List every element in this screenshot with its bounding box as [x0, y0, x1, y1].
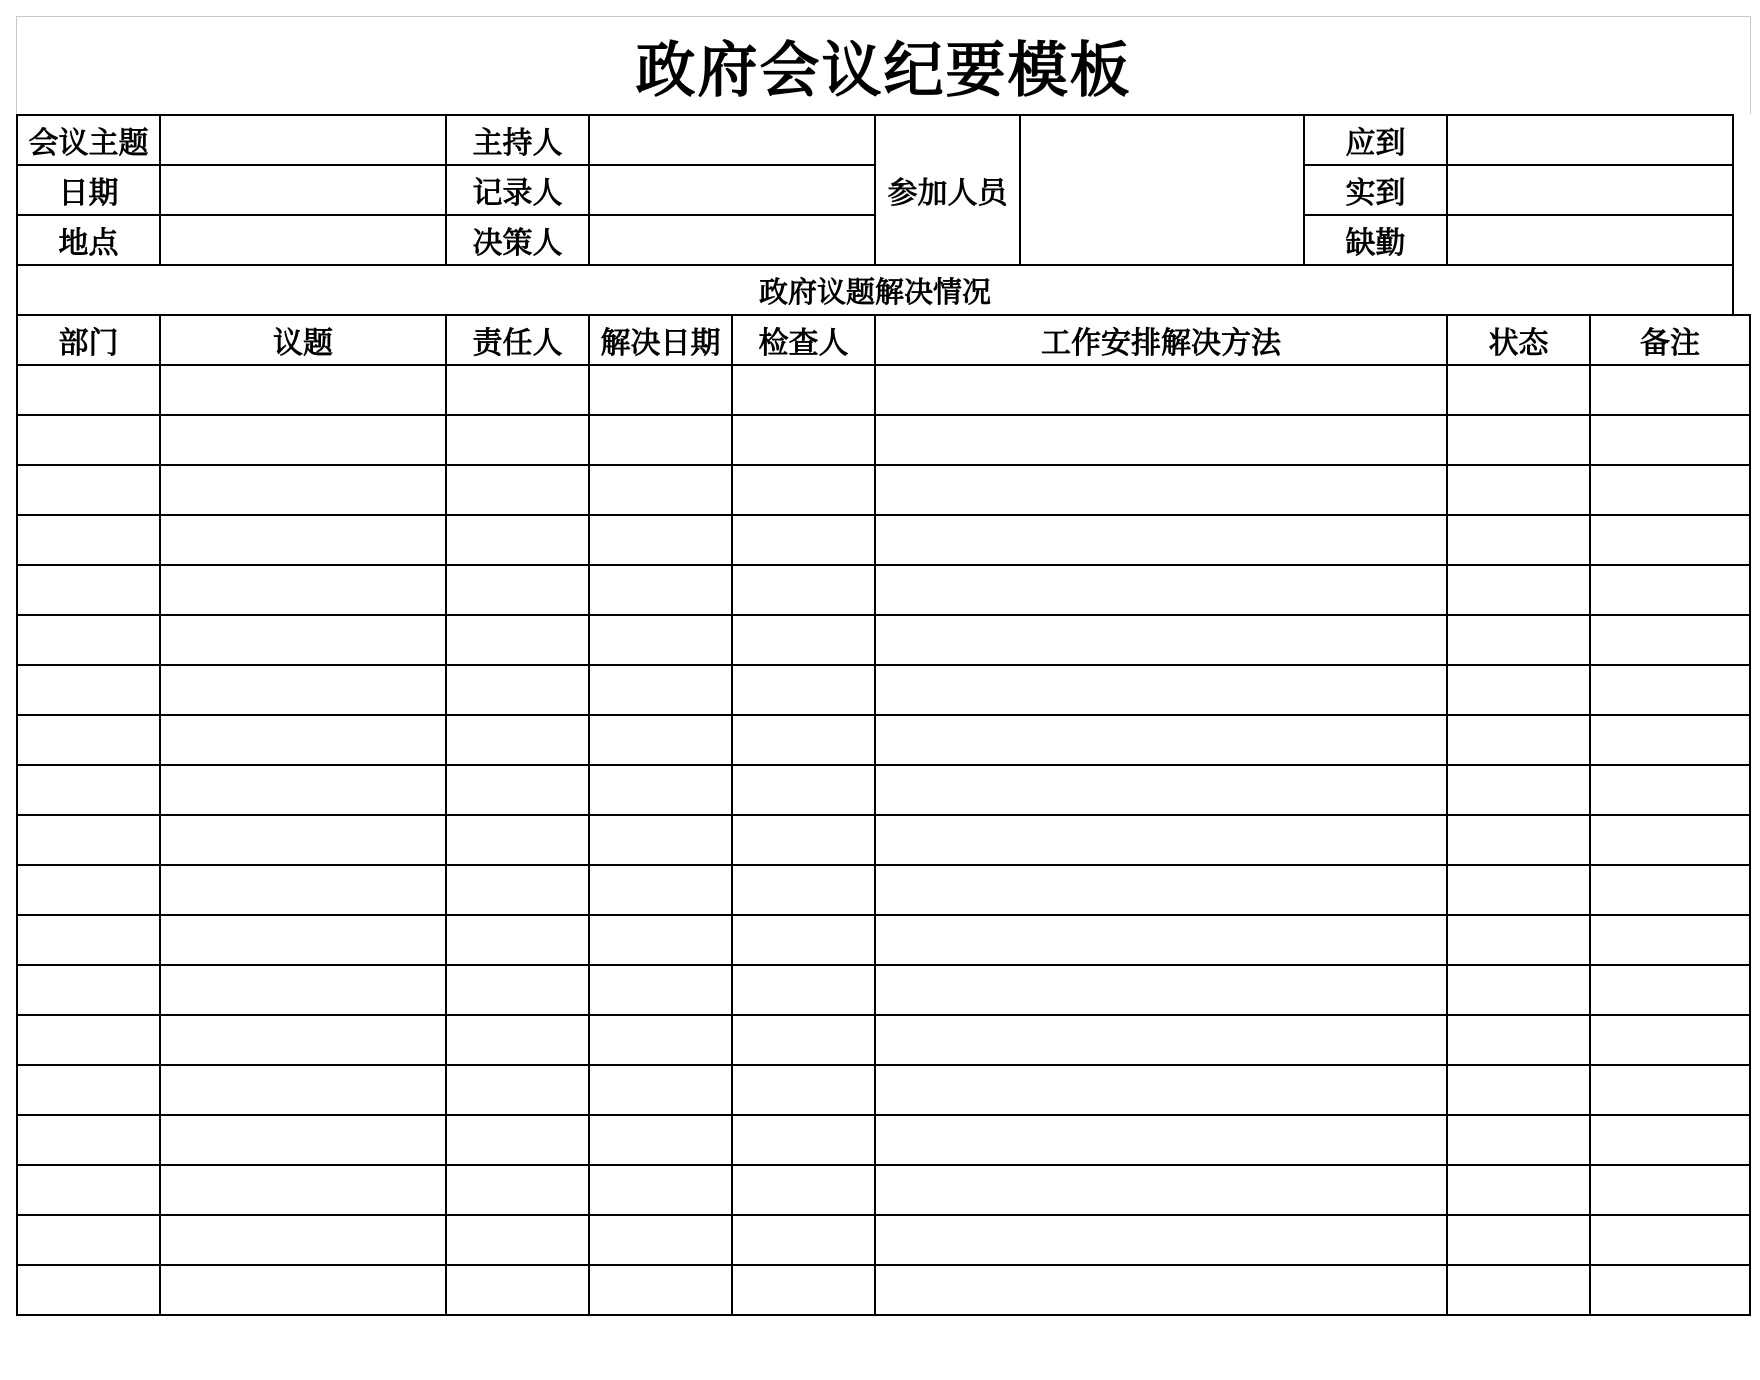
owner-cell[interactable] [446, 1015, 589, 1065]
topic-label: 会议主题 [17, 115, 160, 165]
dept-cell[interactable] [17, 915, 160, 965]
dept-cell[interactable] [17, 665, 160, 715]
resolve-date-cell[interactable] [589, 615, 732, 665]
column-header: 解决日期 [589, 315, 732, 365]
owner-cell[interactable] [446, 415, 589, 465]
resolve-date-cell[interactable] [589, 665, 732, 715]
resolve-date-cell[interactable] [589, 915, 732, 965]
column-header: 责任人 [446, 315, 589, 365]
topic-cell[interactable] [160, 1065, 446, 1115]
dept-cell[interactable] [17, 1015, 160, 1065]
dept-cell[interactable] [17, 365, 160, 415]
topic-cell[interactable] [160, 765, 446, 815]
actual-value[interactable] [1447, 165, 1733, 215]
table-row [17, 565, 1750, 615]
expected-label: 应到 [1304, 115, 1447, 165]
topic-cell[interactable] [160, 365, 446, 415]
checker-cell[interactable] [732, 765, 875, 815]
table-row [17, 915, 1750, 965]
method-cell[interactable] [875, 865, 1447, 915]
table-row [17, 715, 1750, 765]
status-cell[interactable] [1447, 915, 1590, 965]
remark-cell[interactable] [1590, 515, 1750, 565]
resolve-date-cell[interactable] [589, 815, 732, 865]
column-header: 状态 [1447, 315, 1590, 365]
title-bar [16, 16, 1751, 114]
resolve-date-cell[interactable] [589, 415, 732, 465]
method-cell[interactable] [875, 765, 1447, 815]
checker-cell[interactable] [732, 565, 875, 615]
place-value[interactable] [160, 215, 446, 265]
status-cell[interactable] [1447, 1265, 1590, 1315]
dept-cell[interactable] [17, 815, 160, 865]
table-row [17, 1265, 1750, 1315]
dept-cell[interactable] [17, 765, 160, 815]
participants-cell[interactable] [875, 115, 1304, 265]
remark-cell[interactable] [1590, 1265, 1750, 1315]
owner-cell[interactable] [446, 665, 589, 715]
status-cell[interactable] [1447, 465, 1590, 515]
remark-cell[interactable] [1590, 915, 1750, 965]
absent-label: 缺勤 [1304, 215, 1447, 265]
minutes-table [16, 114, 1751, 1316]
topic-cell[interactable] [160, 1215, 446, 1265]
absent-value[interactable] [1447, 215, 1733, 265]
owner-cell[interactable] [446, 1165, 589, 1215]
column-header: 议题 [160, 315, 446, 365]
dept-cell[interactable] [17, 565, 160, 615]
column-header: 工作安排解决方法 [875, 315, 1447, 365]
topic-cell[interactable] [160, 415, 446, 465]
checker-cell[interactable] [732, 665, 875, 715]
topic-cell[interactable] [160, 1115, 446, 1165]
status-cell[interactable] [1447, 1165, 1590, 1215]
topic-cell[interactable] [160, 915, 446, 965]
dept-cell[interactable] [17, 515, 160, 565]
table-row [17, 865, 1750, 915]
remark-cell[interactable] [1590, 365, 1750, 415]
checker-cell[interactable] [732, 1265, 875, 1315]
owner-cell[interactable] [446, 1065, 589, 1115]
checker-cell[interactable] [732, 1115, 875, 1165]
dept-cell[interactable] [17, 1165, 160, 1215]
remark-cell[interactable] [1590, 865, 1750, 915]
owner-cell[interactable] [446, 1115, 589, 1165]
topic-cell[interactable] [160, 715, 446, 765]
table-row [17, 1015, 1750, 1065]
status-cell[interactable] [1447, 665, 1590, 715]
status-cell[interactable] [1447, 765, 1590, 815]
dept-cell[interactable] [17, 1265, 160, 1315]
dept-cell[interactable] [17, 465, 160, 515]
owner-cell[interactable] [446, 515, 589, 565]
checker-cell[interactable] [732, 365, 875, 415]
method-cell[interactable] [875, 615, 1447, 665]
resolve-date-cell[interactable] [589, 1015, 732, 1065]
section-row [17, 265, 1750, 315]
status-cell[interactable] [1447, 415, 1590, 465]
participants-label: 参加人员 [876, 116, 1021, 264]
resolve-date-cell[interactable] [589, 1165, 732, 1215]
status-cell[interactable] [1447, 365, 1590, 415]
remark-cell[interactable] [1590, 1015, 1750, 1065]
table-row [17, 1215, 1750, 1265]
remark-cell[interactable] [1590, 565, 1750, 615]
table-row [17, 1065, 1750, 1115]
resolve-date-cell[interactable] [589, 365, 732, 415]
resolve-date-cell[interactable] [589, 865, 732, 915]
method-cell[interactable] [875, 815, 1447, 865]
method-cell[interactable] [875, 1165, 1447, 1215]
dept-cell[interactable] [17, 1215, 160, 1265]
remark-cell[interactable] [1590, 1215, 1750, 1265]
status-cell[interactable] [1447, 615, 1590, 665]
status-cell[interactable] [1447, 565, 1590, 615]
status-cell[interactable] [1447, 1065, 1590, 1115]
topic-value[interactable] [160, 115, 446, 165]
remark-cell[interactable] [1590, 1115, 1750, 1165]
info-row-1 [17, 115, 1750, 165]
remark-cell[interactable] [1590, 1065, 1750, 1115]
checker-cell[interactable] [732, 515, 875, 565]
method-cell[interactable] [875, 515, 1447, 565]
resolve-date-cell[interactable] [589, 765, 732, 815]
method-cell[interactable] [875, 1265, 1447, 1315]
remark-cell[interactable] [1590, 765, 1750, 815]
remark-cell[interactable] [1590, 1165, 1750, 1215]
owner-cell[interactable] [446, 765, 589, 815]
section-title: 政府议题解决情况 [17, 265, 1733, 315]
topic-cell[interactable] [160, 665, 446, 715]
topic-cell[interactable] [160, 465, 446, 515]
owner-cell[interactable] [446, 865, 589, 915]
remark-cell[interactable] [1590, 615, 1750, 665]
owner-cell[interactable] [446, 915, 589, 965]
remark-cell[interactable] [1590, 415, 1750, 465]
page-title: 政府会议纪要模板 [635, 35, 1132, 106]
table-row [17, 765, 1750, 815]
place-label: 地点 [17, 215, 160, 265]
checker-cell[interactable] [732, 465, 875, 515]
resolve-date-cell[interactable] [589, 715, 732, 765]
checker-cell[interactable] [732, 715, 875, 765]
table-row [17, 515, 1750, 565]
table-row [17, 665, 1750, 715]
method-cell[interactable] [875, 915, 1447, 965]
table-row [17, 415, 1750, 465]
table-row [17, 615, 1750, 665]
resolve-date-cell[interactable] [589, 965, 732, 1015]
status-cell[interactable] [1447, 865, 1590, 915]
dept-cell[interactable] [17, 865, 160, 915]
table-row [17, 1115, 1750, 1165]
remark-cell[interactable] [1590, 715, 1750, 765]
checker-cell[interactable] [732, 865, 875, 915]
remark-cell[interactable] [1590, 815, 1750, 865]
owner-cell[interactable] [446, 615, 589, 665]
dept-cell[interactable] [17, 715, 160, 765]
expected-value[interactable] [1447, 115, 1733, 165]
dept-cell[interactable] [17, 965, 160, 1015]
owner-cell[interactable] [446, 815, 589, 865]
status-cell[interactable] [1447, 715, 1590, 765]
table-row [17, 815, 1750, 865]
checker-cell[interactable] [732, 965, 875, 1015]
status-cell[interactable] [1447, 965, 1590, 1015]
status-cell[interactable] [1447, 815, 1590, 865]
resolve-date-cell[interactable] [589, 465, 732, 515]
resolve-date-cell[interactable] [589, 1115, 732, 1165]
resolve-date-cell[interactable] [589, 1065, 732, 1115]
method-cell[interactable] [875, 565, 1447, 615]
owner-cell[interactable] [446, 965, 589, 1015]
dept-cell[interactable] [17, 1065, 160, 1115]
table-row [17, 965, 1750, 1015]
topic-cell[interactable] [160, 965, 446, 1015]
topic-cell[interactable] [160, 815, 446, 865]
method-cell[interactable] [875, 1015, 1447, 1065]
topic-cell[interactable] [160, 1265, 446, 1315]
topic-cell[interactable] [160, 1015, 446, 1065]
method-cell[interactable] [875, 1065, 1447, 1115]
checker-cell[interactable] [732, 1165, 875, 1215]
status-cell[interactable] [1447, 1015, 1590, 1065]
remark-cell[interactable] [1590, 465, 1750, 515]
decider-label: 决策人 [446, 215, 589, 265]
resolve-date-cell[interactable] [589, 1215, 732, 1265]
column-header: 部门 [17, 315, 160, 365]
owner-cell[interactable] [446, 365, 589, 415]
meeting-minutes-sheet [16, 16, 1751, 1316]
status-cell[interactable] [1447, 515, 1590, 565]
recorder-label: 记录人 [446, 165, 589, 215]
checker-cell[interactable] [732, 1015, 875, 1065]
method-cell[interactable] [875, 365, 1447, 415]
method-cell[interactable] [875, 965, 1447, 1015]
method-cell[interactable] [875, 715, 1447, 765]
date-label: 日期 [17, 165, 160, 215]
owner-cell[interactable] [446, 565, 589, 615]
method-cell[interactable] [875, 1215, 1447, 1265]
topic-cell[interactable] [160, 1165, 446, 1215]
checker-cell[interactable] [732, 615, 875, 665]
checker-cell[interactable] [732, 915, 875, 965]
host-value[interactable] [589, 115, 875, 165]
column-header: 检查人 [732, 315, 875, 365]
date-value[interactable] [160, 165, 446, 215]
checker-cell[interactable] [732, 415, 875, 465]
checker-cell[interactable] [732, 1065, 875, 1115]
dept-cell[interactable] [17, 415, 160, 465]
method-cell[interactable] [875, 665, 1447, 715]
decider-value[interactable] [589, 215, 875, 265]
dept-cell[interactable] [17, 1115, 160, 1165]
dept-cell[interactable] [17, 615, 160, 665]
owner-cell[interactable] [446, 1265, 589, 1315]
checker-cell[interactable] [732, 815, 875, 865]
owner-cell[interactable] [446, 465, 589, 515]
remark-cell[interactable] [1590, 665, 1750, 715]
checker-cell[interactable] [732, 1215, 875, 1265]
column-header: 备注 [1590, 315, 1750, 365]
host-label: 主持人 [446, 115, 589, 165]
table-row [17, 365, 1750, 415]
owner-cell[interactable] [446, 1215, 589, 1265]
method-cell[interactable] [875, 465, 1447, 515]
remark-cell[interactable] [1590, 965, 1750, 1015]
resolve-date-cell[interactable] [589, 565, 732, 615]
status-cell[interactable] [1447, 1215, 1590, 1265]
topic-cell[interactable] [160, 565, 446, 615]
recorder-value[interactable] [589, 165, 875, 215]
status-cell[interactable] [1447, 1115, 1590, 1165]
column-header-row [17, 315, 1750, 365]
actual-label: 实到 [1304, 165, 1447, 215]
topic-cell[interactable] [160, 515, 446, 565]
owner-cell[interactable] [446, 715, 589, 765]
method-cell[interactable] [875, 415, 1447, 465]
resolve-date-cell[interactable] [589, 515, 732, 565]
topic-cell[interactable] [160, 615, 446, 665]
table-row [17, 465, 1750, 515]
table-row [17, 1165, 1750, 1215]
method-cell[interactable] [875, 1115, 1447, 1165]
resolve-date-cell[interactable] [589, 1265, 732, 1315]
topic-cell[interactable] [160, 865, 446, 915]
